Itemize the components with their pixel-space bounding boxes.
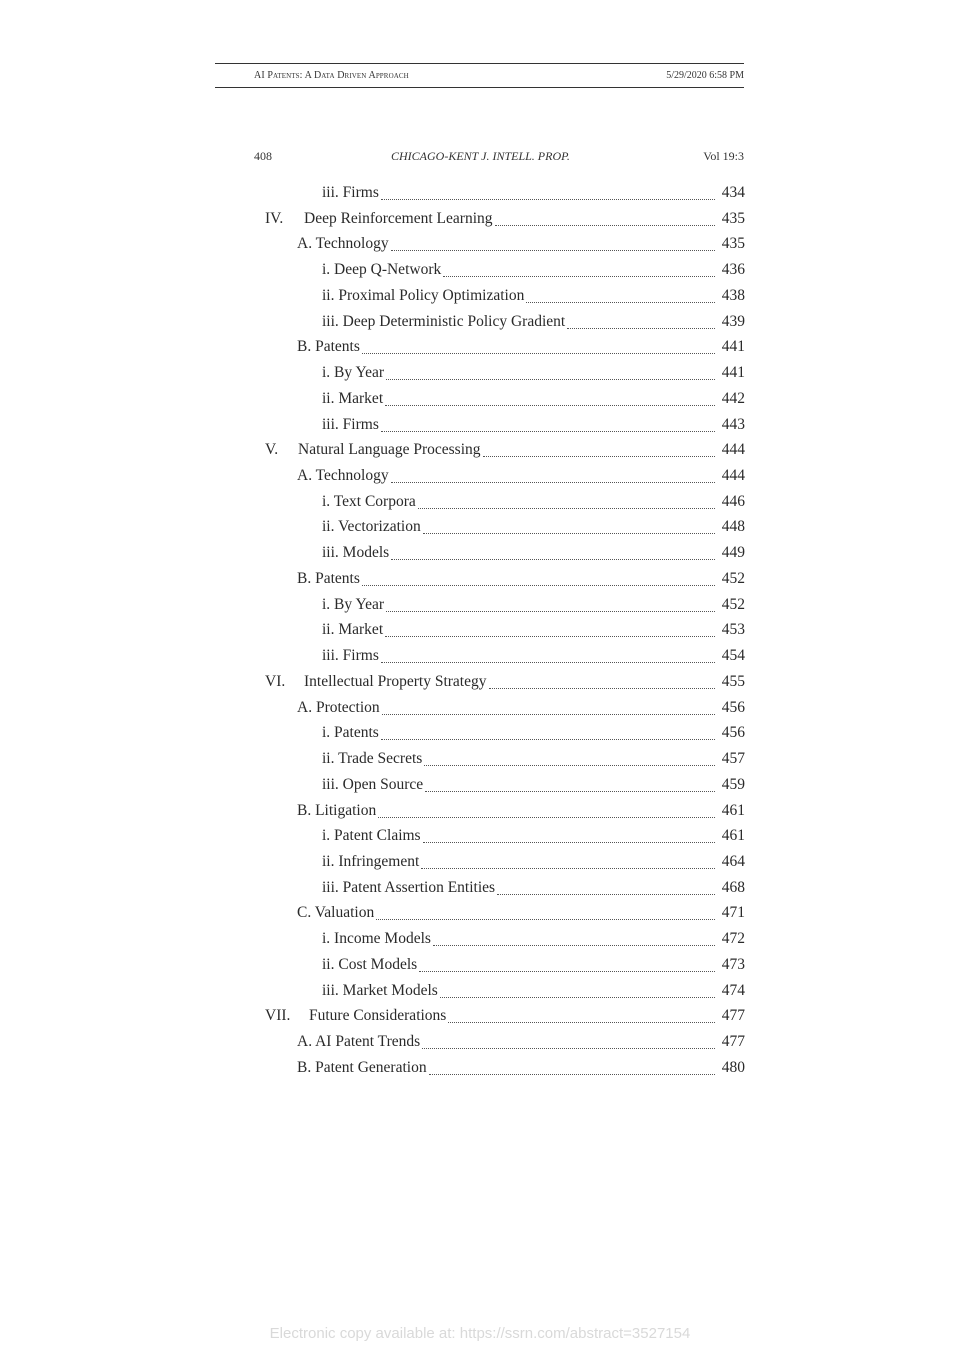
toc-leader-dots <box>382 713 715 715</box>
toc-leader-dots <box>424 764 715 766</box>
running-head-title: AI Patents: A Data Driven Approach <box>254 70 409 81</box>
running-head-timestamp: 5/29/2020 6:58 PM <box>666 70 744 81</box>
toc-entry-title: B. Litigation <box>297 801 377 819</box>
toc-entry-page: 452 <box>721 569 745 587</box>
toc-leader-dots <box>386 378 715 380</box>
toc-leader-dots <box>421 867 715 869</box>
toc-entry-numeral: VI. <box>265 672 286 690</box>
toc-leader-dots <box>497 893 715 895</box>
toc-leader-dots <box>391 558 715 560</box>
toc-entry-title: i. Patents <box>322 724 379 742</box>
toc-leader-dots <box>429 1073 715 1075</box>
toc-leader-dots <box>440 996 715 998</box>
toc-leader-dots <box>381 198 715 200</box>
toc-entry-page: 472 <box>721 930 745 948</box>
toc-entry-title: iii. Firms <box>322 647 379 665</box>
toc-entry <box>322 544 745 568</box>
toc-entry <box>297 338 745 362</box>
toc-entry <box>322 956 745 980</box>
toc-entry-page: 443 <box>721 415 745 433</box>
toc-entry <box>322 827 745 851</box>
toc-entry-page: 471 <box>721 904 745 922</box>
toc-entry-page: 452 <box>721 595 745 613</box>
toc-leader-dots <box>443 275 715 277</box>
toc-entry-page: 446 <box>721 492 745 510</box>
toc-entry-title: C. Valuation <box>297 904 375 922</box>
toc-leader-dots <box>362 352 715 354</box>
toc-entry-page: 441 <box>721 338 745 356</box>
toc-entry <box>322 853 745 877</box>
toc-leader-dots <box>495 224 716 226</box>
toc-entry <box>322 364 745 388</box>
toc-entry-title: A. Protection <box>297 698 380 716</box>
toc-entry <box>265 1007 745 1031</box>
volume-label: Vol 19:3 <box>703 149 744 163</box>
running-head-top-rule <box>215 63 744 64</box>
toc-leader-dots <box>362 584 715 586</box>
toc-entry-page: 473 <box>721 955 745 973</box>
toc-entry-title: iii. Patent Assertion Entities <box>322 878 496 896</box>
toc-entry <box>322 776 745 800</box>
toc-entry-title: iii. Models <box>322 544 390 562</box>
toc-entry <box>265 441 745 465</box>
toc-entry <box>297 802 745 826</box>
journal-title: CHICAGO-KENT J. INTELL. PROP. <box>391 149 570 163</box>
toc-entry-page: 474 <box>721 981 745 999</box>
toc-entry-title: ii. Vectorization <box>322 518 421 536</box>
toc-entry-page: 436 <box>721 261 745 279</box>
toc-entry-page: 441 <box>721 364 745 382</box>
toc-entry-title: A. Technology <box>297 235 389 253</box>
running-head-bottom-rule <box>215 87 744 88</box>
toc-entry-title: B. Patents <box>297 569 360 587</box>
toc-entry-page: 434 <box>721 184 745 201</box>
toc-entry-page: 449 <box>721 544 745 562</box>
toc-entry-title: Intellectual Property Strategy <box>304 672 487 690</box>
toc-entry-title: ii. Cost Models <box>322 955 418 973</box>
toc-leader-dots <box>526 301 715 303</box>
toc-entry-title: i. Deep Q-Network <box>322 261 442 279</box>
toc-entry-title: iii. Open Source <box>322 775 424 793</box>
toc-entry-page: 461 <box>721 801 745 819</box>
toc-leader-dots <box>483 455 716 457</box>
toc-entry-page: 464 <box>721 852 745 870</box>
toc-entry-page: 480 <box>721 1058 745 1076</box>
toc-entry <box>297 904 745 928</box>
toc-entry-title: iii. Market Models <box>322 981 438 999</box>
toc-entry <box>322 184 745 208</box>
toc-entry-title: ii. Proximal Policy Optimization <box>322 286 525 304</box>
toc-entry-page: 477 <box>721 1033 745 1051</box>
toc-entry-page: 444 <box>721 441 745 459</box>
toc-entry-page: 477 <box>721 1007 745 1025</box>
toc-entry <box>322 313 745 337</box>
toc-entry-title: ii. Trade Secrets <box>322 750 423 768</box>
toc-entry <box>322 287 745 311</box>
toc-entry-page: 468 <box>721 878 745 896</box>
toc-entry-title: i. Income Models <box>322 930 431 948</box>
toc-entry <box>297 235 745 259</box>
toc-leader-dots <box>418 507 715 509</box>
toc-entry-page: 455 <box>721 672 745 690</box>
toc-entry <box>265 210 745 234</box>
toc-entry-title: A. AI Patent Trends <box>297 1033 421 1051</box>
toc-entry-title: i. By Year <box>322 364 385 382</box>
toc-entry <box>322 930 745 954</box>
toc-entry <box>322 493 745 517</box>
toc-entry <box>297 467 745 491</box>
toc-entry-page: 461 <box>721 827 745 845</box>
toc-leader-dots <box>386 610 715 612</box>
toc-leader-dots <box>381 738 715 740</box>
toc-entry-title: i. Patent Claims <box>322 827 421 845</box>
toc-leader-dots <box>423 532 715 534</box>
toc-leader-dots <box>391 249 715 251</box>
toc-entry-title: Future Considerations <box>309 1007 447 1025</box>
page-number: 408 <box>254 149 272 163</box>
toc-entry-title: i. Text Corpora <box>322 492 416 510</box>
toc-entry <box>322 416 745 440</box>
toc-entry <box>322 647 745 671</box>
toc-leader-dots <box>381 430 715 432</box>
toc-leader-dots <box>391 481 715 483</box>
toc-entry <box>322 750 745 774</box>
toc-leader-dots <box>419 970 715 972</box>
toc-entry-page: 453 <box>721 621 745 639</box>
toc-entry-title: B. Patents <box>297 338 360 356</box>
toc-entry-title: B. Patent Generation <box>297 1058 427 1076</box>
toc-leader-dots <box>425 790 715 792</box>
toc-entry-title: iii. Firms <box>322 184 379 201</box>
toc-entry <box>322 724 745 748</box>
toc-entry <box>322 879 745 903</box>
toc-entry-page: 454 <box>721 647 745 665</box>
toc-entry-title: ii. Infringement <box>322 852 420 870</box>
toc-leader-dots <box>433 944 715 946</box>
toc-entry <box>322 390 745 414</box>
toc-entry <box>297 699 745 723</box>
toc-entry-title: i. By Year <box>322 595 385 613</box>
toc-entry-title: ii. Market <box>322 389 384 407</box>
toc-entry-page: 435 <box>721 235 745 253</box>
toc-entry-title: ii. Market <box>322 621 384 639</box>
electronic-copy-note: Electronic copy available at: https://ssrn.com/abstract=3527154 <box>269 1325 691 1342</box>
toc-leader-dots <box>378 816 715 818</box>
toc-entry <box>297 1059 745 1083</box>
toc-entry-title: Natural Language Processing <box>298 441 481 459</box>
toc-entry-page: 448 <box>721 518 745 536</box>
toc-entry <box>322 518 745 542</box>
toc-entry-page: 442 <box>721 389 745 407</box>
running-head <box>254 70 744 81</box>
toc-leader-dots <box>489 687 716 689</box>
toc-entry-numeral: VII. <box>265 1007 291 1025</box>
toc-entry-page: 457 <box>721 750 745 768</box>
toc-entry <box>322 261 745 285</box>
toc-entry-title: Deep Reinforcement Learning <box>304 209 493 227</box>
toc-leader-dots <box>448 1021 715 1023</box>
toc-entry-title: A. Technology <box>297 467 389 485</box>
toc-leader-dots <box>376 918 715 920</box>
toc-entry <box>297 570 745 594</box>
toc-entry-page: 439 <box>721 312 745 330</box>
toc-entry-numeral: IV. <box>265 209 284 227</box>
toc-entry <box>322 982 745 1006</box>
toc-entry-page: 435 <box>721 209 745 227</box>
toc-entry <box>265 673 745 697</box>
toc-leader-dots <box>385 404 715 406</box>
toc-leader-dots <box>422 1047 715 1049</box>
toc-entry <box>297 1033 745 1057</box>
toc-entry-page: 456 <box>721 724 745 742</box>
toc-entry-numeral: V. <box>265 441 279 459</box>
toc-leader-dots <box>567 327 715 329</box>
toc-entry <box>322 621 745 645</box>
toc-entry <box>322 596 745 620</box>
toc-entry-page: 444 <box>721 467 745 485</box>
toc-entry-title: iii. Firms <box>322 415 379 433</box>
toc-entry-page: 438 <box>721 286 745 304</box>
toc-entry-page: 456 <box>721 698 745 716</box>
toc-leader-dots <box>385 635 715 637</box>
toc-entry-title: iii. Deep Deterministic Policy Gradient <box>322 312 566 330</box>
toc-leader-dots <box>423 841 715 843</box>
toc-entry-page: 459 <box>721 775 745 793</box>
toc-leader-dots <box>381 661 715 663</box>
